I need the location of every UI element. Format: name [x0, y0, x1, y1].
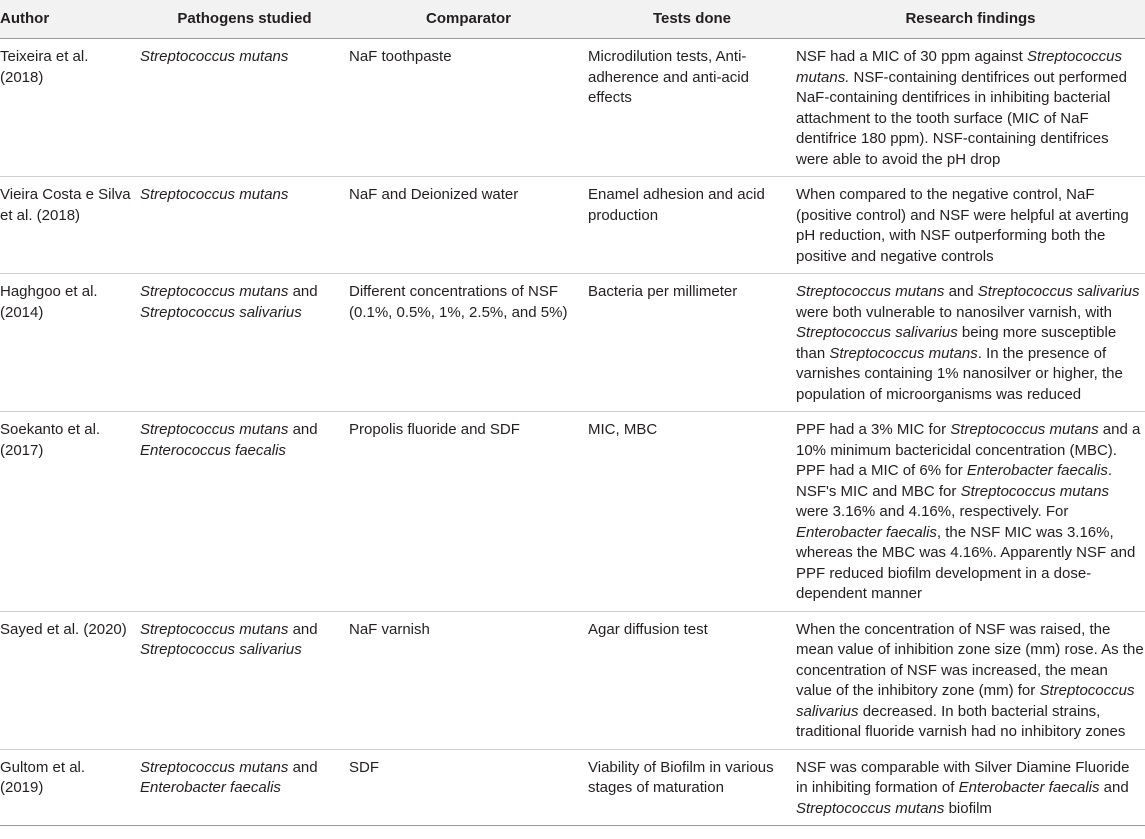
pathogens-cell — [140, 177, 349, 274]
species-name: Streptococcus salivarius — [140, 641, 302, 658]
text-segment: , the NSF MIC was 3.16%, whereas the MBC was 4.16%. Apparently NSF and PPF reduced biofilm development in a dose-dependent manner — [796, 523, 1136, 602]
species-name: Streptococcus mutans — [140, 186, 289, 203]
pathogens-cell — [140, 39, 349, 177]
text-segment: and — [288, 283, 318, 300]
text-segment: and — [944, 283, 978, 300]
header-author: Author — [0, 0, 140, 39]
comparator-cell: Propolis fluoride and SDF — [349, 412, 588, 612]
table-header-row — [0, 0, 1145, 39]
findings-cell — [796, 274, 1145, 412]
species-name: Streptococcus mutans — [829, 344, 978, 362]
species-name: Streptococcus mutans — [140, 758, 289, 776]
text-segment: NSF had a MIC of 30 ppm against — [796, 48, 1027, 65]
species-name: Streptococcus mutans — [796, 799, 945, 817]
findings-cell — [796, 412, 1145, 612]
findings-cell — [796, 749, 1145, 826]
pathogens-cell — [140, 274, 349, 412]
pathogens-cell — [140, 412, 349, 612]
author-cell: Gultom et al. (2019) — [0, 749, 140, 826]
tests-cell: Viability of Biofilm in various stages of maturation — [588, 749, 796, 826]
findings-cell — [796, 611, 1145, 749]
species-name: Streptococcus salivarius — [796, 324, 958, 341]
text-segment: were 3.16% and 4.16%, respectively. For — [796, 503, 1069, 520]
text-segment: and — [288, 758, 318, 776]
findings-cell — [796, 39, 1145, 177]
tests-cell: Bacteria per millimeter — [588, 274, 796, 412]
table-row — [0, 39, 1145, 177]
species-name: Streptococcus mutans — [140, 620, 289, 638]
tests-cell: Agar diffusion test — [588, 611, 796, 749]
author-cell: Soekanto et al. (2017) — [0, 412, 140, 612]
species-name: Streptococcus salivarius — [140, 303, 302, 321]
tests-cell: Enamel adhesion and acid production — [588, 177, 796, 274]
text-segment: biofilm — [944, 799, 992, 817]
species-name: Streptococcus mutans — [960, 482, 1109, 500]
text-segment: When the concentration of NSF was raised, the mean value of inhibition zone size (mm) rose. As the concentration of NSF was increased, the mean value of the inhibitory zone (mm) for — [796, 620, 1144, 699]
comparator-cell: NaF toothpaste — [349, 39, 588, 177]
species-name: Streptococcus mutans — [796, 283, 945, 300]
text-segment: and — [1099, 779, 1129, 796]
species-name: Enterobacter faecalis — [140, 779, 281, 796]
tests-cell: MIC, MBC — [588, 412, 796, 612]
pathogens-cell — [140, 749, 349, 826]
table-row — [0, 412, 1145, 612]
text-segment: When compared to the negative control, NaF (positive control) and NSF were helpful at averting pH reduction, with NSF outperforming both the positive and negative controls — [796, 186, 1129, 265]
tests-cell: Microdilution tests, Anti-adherence and anti-acid effects — [588, 39, 796, 177]
text-segment: NSF was comparable with Silver Diamine Fluoride in inhibiting formation of — [796, 758, 1130, 796]
table-row — [0, 177, 1145, 274]
comparator-cell: NaF and Deionized water — [349, 177, 588, 274]
header-findings: Research findings — [796, 0, 1145, 39]
species-name: Enterococcus faecalis — [140, 441, 286, 459]
table-row — [0, 611, 1145, 749]
comparator-cell: SDF — [349, 749, 588, 826]
header-pathogens: Pathogens studied — [140, 0, 349, 39]
text-segment: were both vulnerable to nanosilver varnish, with — [796, 303, 1113, 321]
species-name: Streptococcus salivarius — [977, 283, 1140, 300]
species-name: Streptococcus salivarius — [796, 682, 1135, 720]
species-name: Streptococcus mutans — [140, 421, 289, 438]
comparator-cell: NaF varnish — [349, 611, 588, 749]
text-segment: and — [288, 421, 318, 438]
text-segment: NSF-containing dentifrices out performed NaF-containing dentifrices in inhibiting bacterial attachment to the tooth surface (MIC of NaF dentifrice 180 ppm). NSF-containing dentifrices were able to avoid the pH drop — [796, 68, 1127, 168]
species-name: Enterobacter faecalis — [796, 523, 937, 541]
author-cell: Haghgoo et al. (2014) — [0, 274, 140, 412]
species-name: Streptococcus mutans — [140, 283, 289, 300]
species-name: Enterobacter faecalis — [966, 462, 1108, 479]
text-segment: and — [288, 620, 318, 638]
species-name: Streptococcus mutans — [950, 421, 1099, 438]
table-row — [0, 274, 1145, 412]
text-segment: being more susceptible than — [796, 324, 1117, 362]
text-segment: and a 10% minimum bactericidal concentration (MBC). PPF had a MIC of 6% for — [796, 421, 1141, 479]
header-tests: Tests done — [588, 0, 796, 39]
species-name: Streptococcus mutans. — [796, 48, 1122, 86]
author-cell: Sayed et al. (2020) — [0, 611, 140, 749]
text-segment: . In the presence of varnishes containing 1% nanosilver or higher, the population of microorganisms was reduced — [796, 344, 1123, 403]
species-name: Enterobacter faecalis — [958, 779, 1100, 796]
text-segment: PPF had a 3% MIC for — [796, 421, 951, 438]
text-segment: . NSF's MIC and MBC for — [796, 462, 1112, 500]
header-comparator: Comparator — [349, 0, 588, 39]
findings-cell — [796, 177, 1145, 274]
comparator-cell: Different concentrations of NSF (0.1%, 0.5%, 1%, 2.5%, and 5%) — [349, 274, 588, 412]
pathogens-cell — [140, 611, 349, 749]
species-name: Streptococcus mutans — [140, 48, 289, 65]
table-body — [0, 39, 1145, 826]
text-segment: decreased. In both bacterial strains, traditional fluoride varnish had no inhibitory zones — [796, 702, 1126, 740]
author-cell: Vieira Costa e Silva et al. (2018) — [0, 177, 140, 274]
author-cell: Teixeira et al. (2018) — [0, 39, 140, 177]
table-row — [0, 749, 1145, 826]
